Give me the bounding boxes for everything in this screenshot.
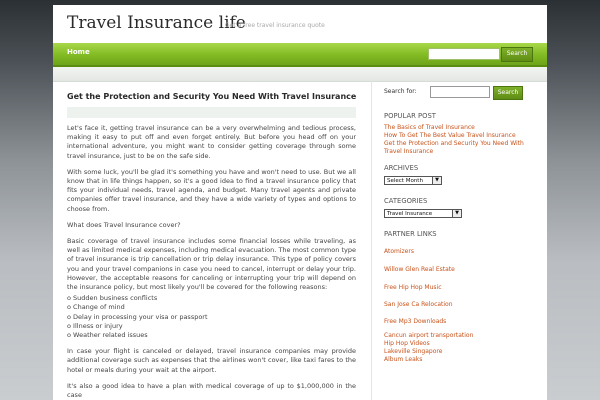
post-paragraph: It's also a good idea to have a plan with medical coverage of up to $1,000,000 in the case: [67, 381, 356, 400]
list-item: o Illness or injury: [67, 321, 123, 330]
nav-search-input[interactable]: [428, 48, 500, 60]
site-tagline: Get a free travel insurance quote: [225, 22, 325, 29]
categories-heading: CATEGORIES: [384, 197, 428, 205]
partner-link[interactable]: Free Mp3 Downloads: [384, 318, 447, 325]
partner-link[interactable]: Hip Hop Videos: [384, 340, 430, 347]
partner-link[interactable]: Lakeville Singapore: [384, 348, 443, 355]
sidebar-search-label: Search for:: [384, 88, 417, 95]
post-paragraph: With some luck, you'll be glad it's something you have and won't need to use. But we all know that in life things happen, so it's a good idea to find a travel insurance policy that fits your individual needs, travel agenda, and budget. Many travel agents and private companies offer travel insurance, and they have a wide variety of types and options to choose from.: [67, 167, 356, 213]
nav-search-button[interactable]: Search: [501, 47, 533, 62]
site-title[interactable]: Travel Insurance life: [67, 13, 246, 33]
post-subheading: What does Travel Insurance cover?: [67, 220, 181, 229]
categories-select[interactable]: [384, 209, 462, 218]
partner-link[interactable]: Cancun airport transportation: [384, 332, 474, 339]
post-title[interactable]: Get the Protection and Security You Need With Travel Insurance: [67, 92, 357, 101]
post-meta-bar: [67, 107, 356, 118]
partner-link[interactable]: Free Hip Hop Music: [384, 284, 442, 291]
nav-home-link[interactable]: Home: [67, 48, 90, 56]
popular-post-link[interactable]: Get the Protection and Security You Need With: [384, 140, 524, 147]
sidebar-search-button[interactable]: Search: [493, 86, 523, 100]
post-paragraph: In case your flight is canceled or delayed, travel insurance companies may provide additional coverage such as expenses that the airlines won't cover, like taxi fares to the hotel or meals during your wait at the airport.: [67, 347, 356, 374]
list-item: o Change of mind: [67, 303, 125, 312]
popular-post-heading: POPULAR POST: [384, 112, 436, 120]
archives-heading: ARCHIVES: [384, 164, 419, 172]
page-container: [53, 5, 547, 400]
sidebar-search-input[interactable]: [430, 86, 490, 98]
chevron-down-icon: ▼: [432, 177, 441, 184]
archives-select-value: Select Month: [387, 178, 423, 184]
reasons-list: [67, 294, 356, 340]
partner-link[interactable]: Atomizers: [384, 248, 414, 255]
chevron-down-icon: ▼: [452, 210, 461, 217]
sidebar-divider: [371, 81, 372, 400]
partner-link[interactable]: San Jose Ca Relocation: [384, 301, 453, 308]
categories-select-value: Travel Insurance: [387, 211, 433, 217]
list-item: o Weather related issues: [67, 331, 148, 340]
post-paragraph: Basic coverage of travel insurance includes some financial losses while traveling, as well as limited medical expenses, including medical evacuation. The most common type of travel insurance is trip cancellation or trip delay insurance. This type of policy covers you and your travel companions in case you need to cancel, interrupt or delay your trip. However, the acceptable reasons for canceling or interrupting your trip will depend on the insurance policy, but most likely you'll be covered for the following reasons:: [67, 237, 356, 292]
nav-bar: [53, 43, 547, 67]
post-paragraph: Let's face it, getting travel insurance can be a very overwhelming and tedious process, making it easy to put off and even forget entirely. But before you head off on your international adventure, you might want to consider getting coverage through some travel insurance, just to be on the safe side.: [67, 124, 356, 160]
site-header: [53, 5, 547, 43]
popular-post-link[interactable]: The Basics of Travel Insurance: [384, 124, 475, 131]
partner-link[interactable]: Willow Glen Real Estate: [384, 266, 455, 273]
popular-post-list: [384, 124, 524, 156]
partner-link-group: [384, 332, 473, 364]
list-item: o Delay in processing your visa or passport: [67, 312, 208, 321]
popular-post-link[interactable]: Travel Insurance: [384, 148, 434, 155]
list-item: o Sudden business conflicts: [67, 294, 158, 303]
popular-post-link[interactable]: How To Get The Best Value Travel Insurance: [384, 132, 516, 139]
sub-nav-bar: [53, 67, 547, 82]
archives-select[interactable]: [384, 176, 442, 185]
partner-link[interactable]: Album Leaks: [384, 356, 423, 363]
partner-links-heading: PARTNER LINKS: [384, 230, 437, 238]
main-content: [67, 91, 356, 400]
